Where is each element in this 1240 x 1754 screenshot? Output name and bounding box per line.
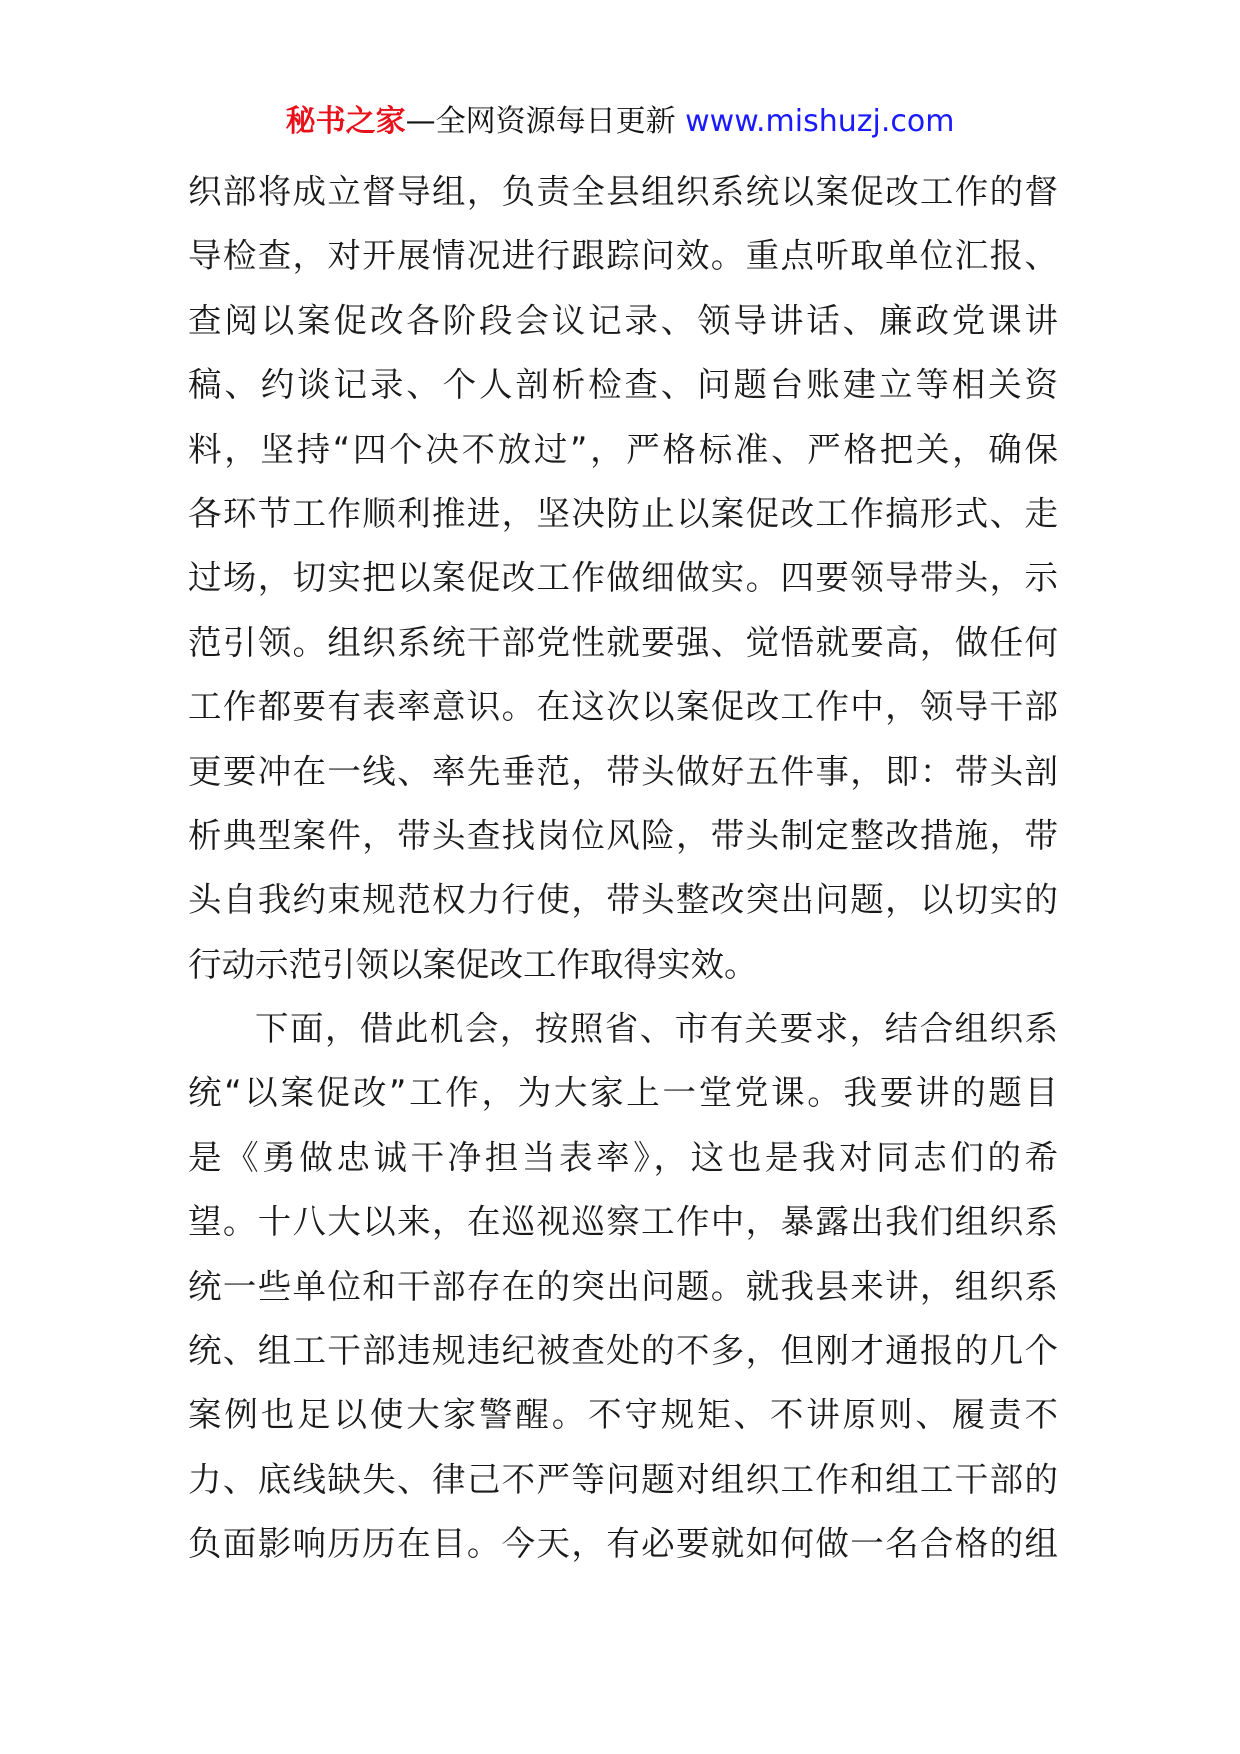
- text-line: 统一些单位和干部存在的突出问题。就我县来讲，组织系: [188, 1266, 1058, 1306]
- header-url-link[interactable]: www.mishuzj.com: [685, 104, 955, 139]
- text-line: 力、底线缺失、律己不严等问题对组织工作和组工干部的: [188, 1459, 1058, 1499]
- text-line: 负面影响历历在目。今天，有必要就如何做一名合格的组: [188, 1524, 1058, 1564]
- text-line: 织部将成立督导组，负责全县组织系统以案促改工作的督: [188, 172, 1058, 211]
- text-line: 稿、约谈记录、个人剖析检查、问题台账建立等相关资: [188, 365, 1058, 405]
- text-line: 各环节工作顺利推进，坚决防止以案促改工作搞形式、走: [188, 493, 1058, 533]
- text-line: 析典型案件，带头查找岗位风险，带头制定整改措施，带: [188, 815, 1058, 855]
- document-body: [188, 160, 1058, 1577]
- text-line: 更要冲在一线、率先垂范，带头做好五件事，即：带头剖: [188, 751, 1058, 791]
- text-line: 案例也足以使大家警醒。不守规矩、不讲原则、履责不: [188, 1395, 1058, 1435]
- text-line: 范引领。组织系统干部党性就要强、觉悟就要高，做任何: [188, 622, 1058, 662]
- page-header: [0, 98, 1240, 146]
- text-line: 统“以案促改”工作，为大家上一堂党课。我要讲的题目: [188, 1073, 1058, 1113]
- header-brand: 秘书之家: [285, 104, 406, 139]
- text-line: 工作都要有表率意识。在这次以案促改工作中，领导干部: [188, 687, 1058, 727]
- text-line-paragraph-end: 行动示范引领以案促改工作取得实效。: [188, 944, 758, 984]
- text-line-paragraph-start: 下面，借此机会，按照省、市有关要求，结合组织系: [255, 1009, 1058, 1049]
- text-line: 过场，切实把以案促改工作做细做实。四要领导带头，示: [188, 558, 1058, 598]
- text-line: 是《勇做忠诚干净担当表率》，这也是我对同志们的希: [188, 1137, 1058, 1177]
- text-line: 料，坚持“四个决不放过”，严格标准、严格把关，确保: [188, 429, 1058, 469]
- text-line: 查阅以案促改各阶段会议记录、领导讲话、廉政党课讲: [188, 300, 1058, 340]
- text-line: 望。十八大以来，在巡视巡察工作中，暴露出我们组织系: [188, 1202, 1058, 1242]
- header-tagline: —全网资源每日更新: [405, 104, 686, 139]
- text-line: 导检查，对开展情况进行跟踪问效。重点听取单位汇报、: [188, 236, 1058, 276]
- text-line: 头自我约束规范权力行使，带头整改突出问题，以切实的: [188, 880, 1058, 920]
- text-line: 统、组工干部违规违纪被查处的不多，但刚才通报的几个: [188, 1331, 1058, 1371]
